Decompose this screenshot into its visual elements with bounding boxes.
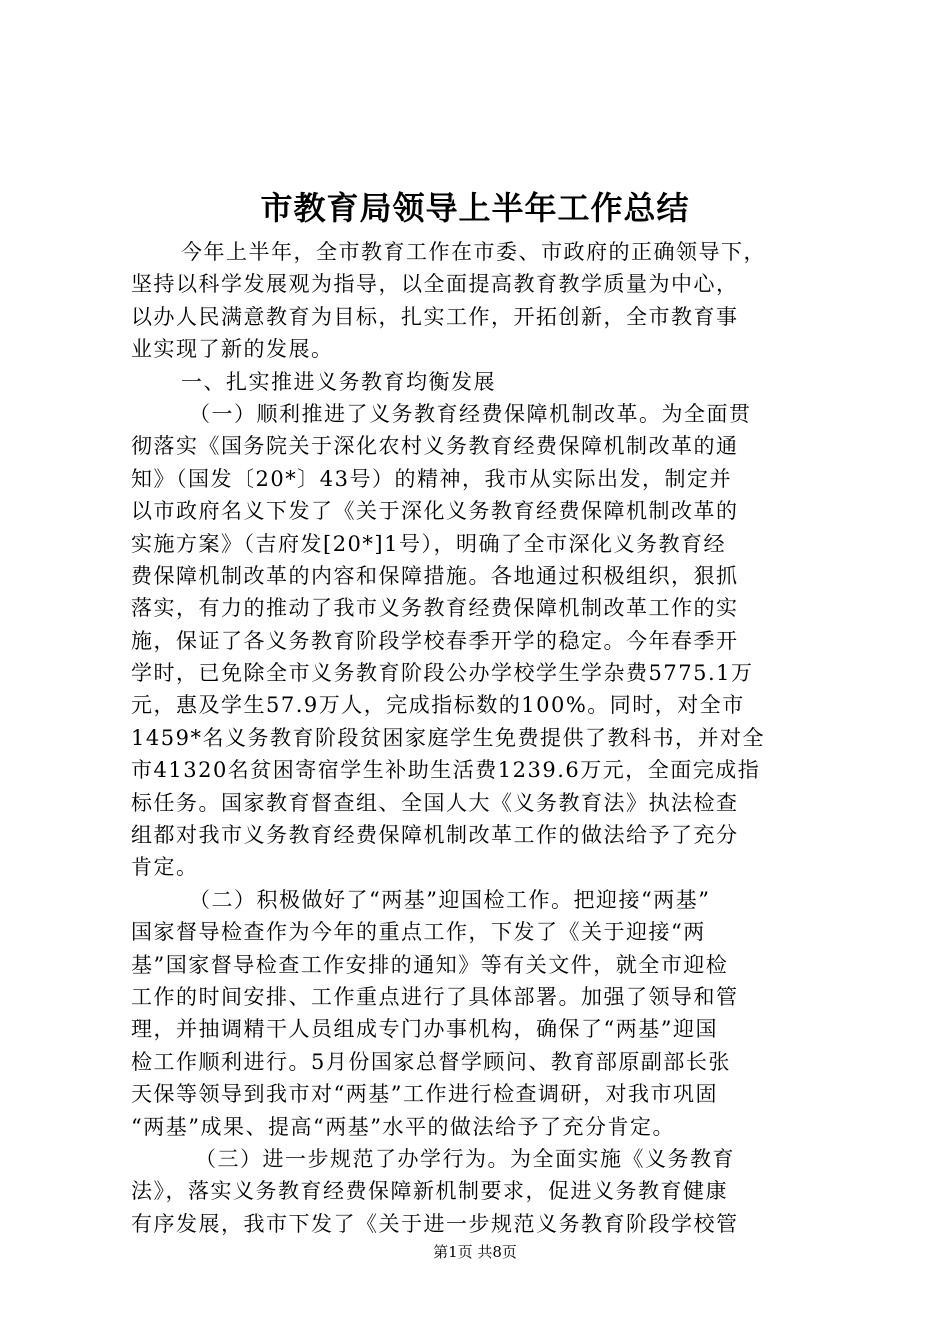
paragraph-line: “两基”成果、提高“两基”水平的做法给予了充分肯定。 bbox=[131, 1114, 675, 1139]
paragraph-line: 业实现了新的发展。 bbox=[131, 337, 334, 362]
paragraph-line: 基”国家督导检查工作安排的通知》等有关文件，就全市迎检 bbox=[131, 952, 729, 977]
paragraph-line: 天保等领导到我市对“两基”工作进行检查调研，对我市巩固 bbox=[131, 1082, 718, 1107]
section-heading: 一、扎实推进义务教育均衡发展 bbox=[181, 369, 496, 394]
paragraph-line: 1459*名义务教育阶段贫困家庭学生免费提供了教科书，并对全 bbox=[131, 725, 765, 750]
paragraph-line: （二）积极做好了“两基”迎国检工作。把迎接“两基” bbox=[189, 887, 711, 912]
paragraph-line: 工作的时间安排、工作重点进行了具体部署。加强了领导和管 bbox=[131, 984, 739, 1009]
paragraph-line: 理，并抽调精干人员组成专门办事机构，确保了“两基”迎国 bbox=[131, 1017, 718, 1042]
paragraph-line: 实施方案》（吉府发[20*]1号），明确了全市深化义务教育经 bbox=[131, 531, 726, 556]
paragraph-line: 彻落实《国务院关于深化农村义务教育经费保障机制改革的通 bbox=[131, 434, 739, 459]
paragraph-line: 元，惠及学生57.9万人，完成指标数的100%。同时，对全市 bbox=[131, 693, 745, 718]
paragraph-line: 今年上半年，全市教育工作在市委、市政府的正确领导下， bbox=[181, 240, 766, 264]
paragraph-line: 组都对我市义务教育经费保障机制改革工作的做法给予了充分 bbox=[131, 823, 739, 848]
document-title: 市教育局领导上半年工作总结 bbox=[260, 189, 690, 227]
paragraph-line: （三）进一步规范了办学行为。为全面实施《义务教育 bbox=[195, 1146, 735, 1171]
paragraph-line: （一）顺利推进了义务教育经费保障机制改革。为全面贯 bbox=[189, 401, 752, 426]
paragraph-line: 法》，落实义务教育经费保障新机制要求，促进义务教育健康 bbox=[131, 1179, 728, 1204]
paragraph-line: 国家督导检查作为今年的重点工作，下发了《关于迎接“两 bbox=[131, 920, 706, 945]
paragraph-line: 有序发展，我市下发了《关于进一步规范义务教育阶段学校管 bbox=[131, 1211, 739, 1236]
paragraph-line: 以办人民满意教育为目标，扎实工作，开拓创新，全市教育事 bbox=[131, 304, 739, 329]
page-footer: 第1页 共8页 bbox=[433, 1243, 517, 1261]
paragraph-line: 知》（国发〔20*〕43号）的精神，我市从实际出发，制定并 bbox=[131, 466, 732, 491]
paragraph-line: 学时，已免除全市义务教育阶段公办学校学生学杂费5775.1万 bbox=[131, 661, 754, 686]
paragraph-line: 施，保证了各义务教育阶段学校春季开学的稳定。今年春季开 bbox=[131, 628, 739, 653]
paragraph-line: 落实，有力的推动了我市义务教育经费保障机制改革工作的实 bbox=[131, 596, 739, 621]
document-body bbox=[131, 236, 841, 1240]
paragraph-line: 费保障机制改革的内容和保障措施。各地通过积极组织，狠抓 bbox=[131, 563, 739, 588]
paragraph-line: 标任务。国家教育督查组、全国人大《义务教育法》执法检查 bbox=[131, 790, 739, 815]
paragraph-line: 市41320名贫困寄宿学生补助生活费1239.6万元，全面完成指 bbox=[131, 758, 761, 783]
paragraph-line: 以市政府名义下发了《关于深化义务教育经费保障机制改革的 bbox=[131, 499, 739, 524]
paragraph-line: 检工作顺利进行。5月份国家总督学顾问、教育部原副部长张 bbox=[131, 1049, 731, 1074]
paragraph-line: 坚持以科学发展观为指导，以全面提高教育教学质量为中心， bbox=[131, 272, 739, 297]
paragraph-line: 肯定。 bbox=[131, 855, 199, 880]
